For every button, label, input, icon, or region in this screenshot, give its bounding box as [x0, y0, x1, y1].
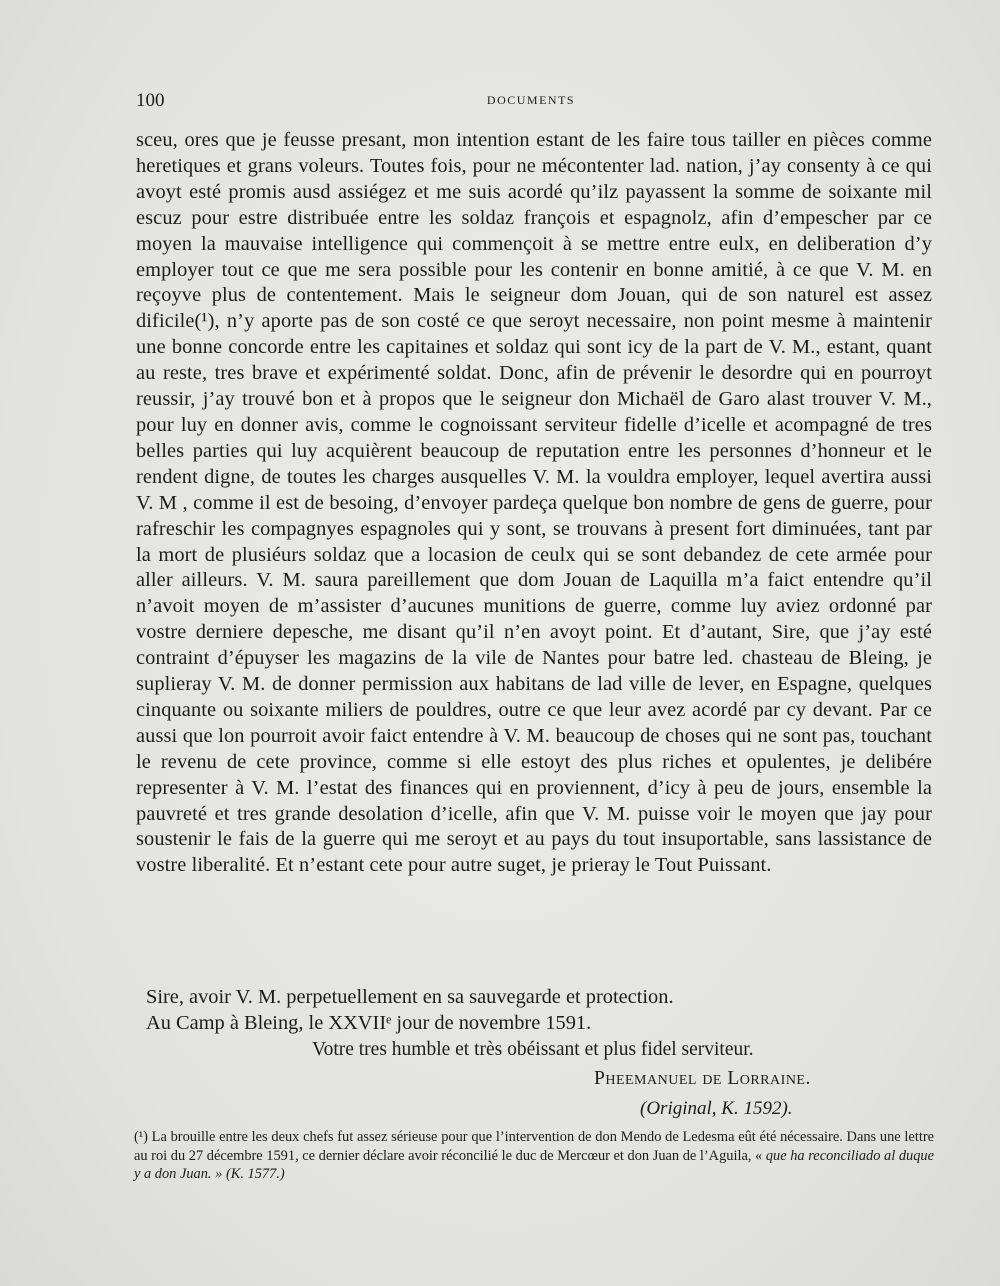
- letter-paragraph: sceu, ores que je feusse presant, mon intention estant de les faire tous tailler en pièces comme heretiques et grans voleurs. Toutes fois, pour ne mécontenter lad. nation, j’ay consenty à ce qui avoyt esté promis ausd assiégez et me suis acordé qu’ilz payassent la somme de soixante mil escuz pour estre distribuée entre les soldaz françois et espagnolz, afin d’empescher par ce moyen la mauvaise intelligence qui commençoit à se mettre entre eulx, en deliberation d’y employer tout ce que me sera possible pour les contenir en bonne amitié, à ce que V. M. en reçoyve plus de contentement. Mais le seigneur dom Jouan, qui de son naturel est assez dificile(¹), n’y aporte pas de son costé ce que seroyt necessaire, non point mesme à maintenir une bonne concorde entre les capitaines et soldaz qui sont icy de la part de V. M., estant, quant au reste, tres brave et expérimenté soldat. Donc, afin de prévenir le desordre qui en pourroyt reussir, j’ay trouvé bon et à propos que le seigneur don Michaël de Garo alast trouver V. M., pour luy en donner avis, comme le cognoissant serviteur fidelle d’icelle et acompagné de tres belles parties qui luy acquièrent beaucoup de reputation entre les personnes d’honneur et le rendent digne, de toutes les charges ausquelles V. M. la vouldra employer, lequel avertira aussi V. M , comme il est de besoing, d’envoyer pardeça quelque bon nombre de gens de guerre, pour rafreschir les compagnyes espagnoles qui y sont, se trouvans à present fort diminuées, tant par la mort de plusiéurs soldaz que a locasion de ceulx qui se sont debandez de cete armée pour aller ailleurs. V. M. saura pareillement que dom Jouan de Laquilla m’a faict entendre qu’il n’avoit moyen de m’assister d’aucunes munitions de guerre, comme luy aviez ordonné par vostre derniere depesche, me disant qu’il n’en avoyt point. Et d’autant, Sire, que j’ay esté contraint d’épuyser les magazins de la vile de Nantes pour batre led. chasteau de Bleing, je suplieray V. M. de donner permission aux habitans de lad ville de lever, en Espagne, quelques cinquante ou soixante miliers de pouldres, outre ce que leur avez acordé par cy devant. Par ce aussi que lon pourroit avoir faict entendre à V. M. beaucoup de choses qui ne sont pas, touchant le revenu de cete province, comme si elle estoyt des plus riches et opulentes, je delibére representer à V. M. l’estat des finances qui en proviennent, d’icy à peu de jours, ensemble la pauvreté et tres grande desolation d’icelle, afin que V. M. puisse voir le moyen que jay pour soustenir le fais de la guerre qui me seroyt et au pays du tout insuportable, sans lassistance de vostre liberalité. Et n’estant cete pour autre suget, je prieray le Tout Puissant.: [136, 129, 932, 877]
- footnote-text: (¹) La brouille entre les deux chefs fut assez sérieuse pour que l’intervention de don Mendo de Ledesma eût été nécessaire. Dans une lettre au roi du 27 décembre 1591, ce dernier déclare avoir réconcilié le duc de Mercœur et don Juan de l’Aguila, «: [134, 1129, 934, 1164]
- letter-body: [136, 128, 932, 879]
- signature: Pheemanuel de Lorraine.: [594, 1068, 811, 1089]
- footnote-quote: que ha reconciliado al duque y a don Juan.: [134, 1147, 935, 1182]
- closing-line-2: Au Camp à Bleing, le XXVIIᵉ jour de novembre 1591.: [146, 1012, 592, 1034]
- running-head: DOCUMENTS: [486, 93, 576, 107]
- page-header: [136, 90, 926, 112]
- footnote-reference: » (K. 1577.): [211, 1166, 285, 1182]
- footnote: [134, 1128, 934, 1184]
- page-number: 100: [136, 90, 165, 111]
- valediction: Votre tres humble et très obéissant et plus fidel serviteur.: [312, 1039, 754, 1060]
- source-reference: (Original, K. 1592).: [640, 1098, 793, 1119]
- closing-line-1: Sire, avoir V. M. perpetuellement en sa sauvegarde et protection.: [146, 986, 674, 1008]
